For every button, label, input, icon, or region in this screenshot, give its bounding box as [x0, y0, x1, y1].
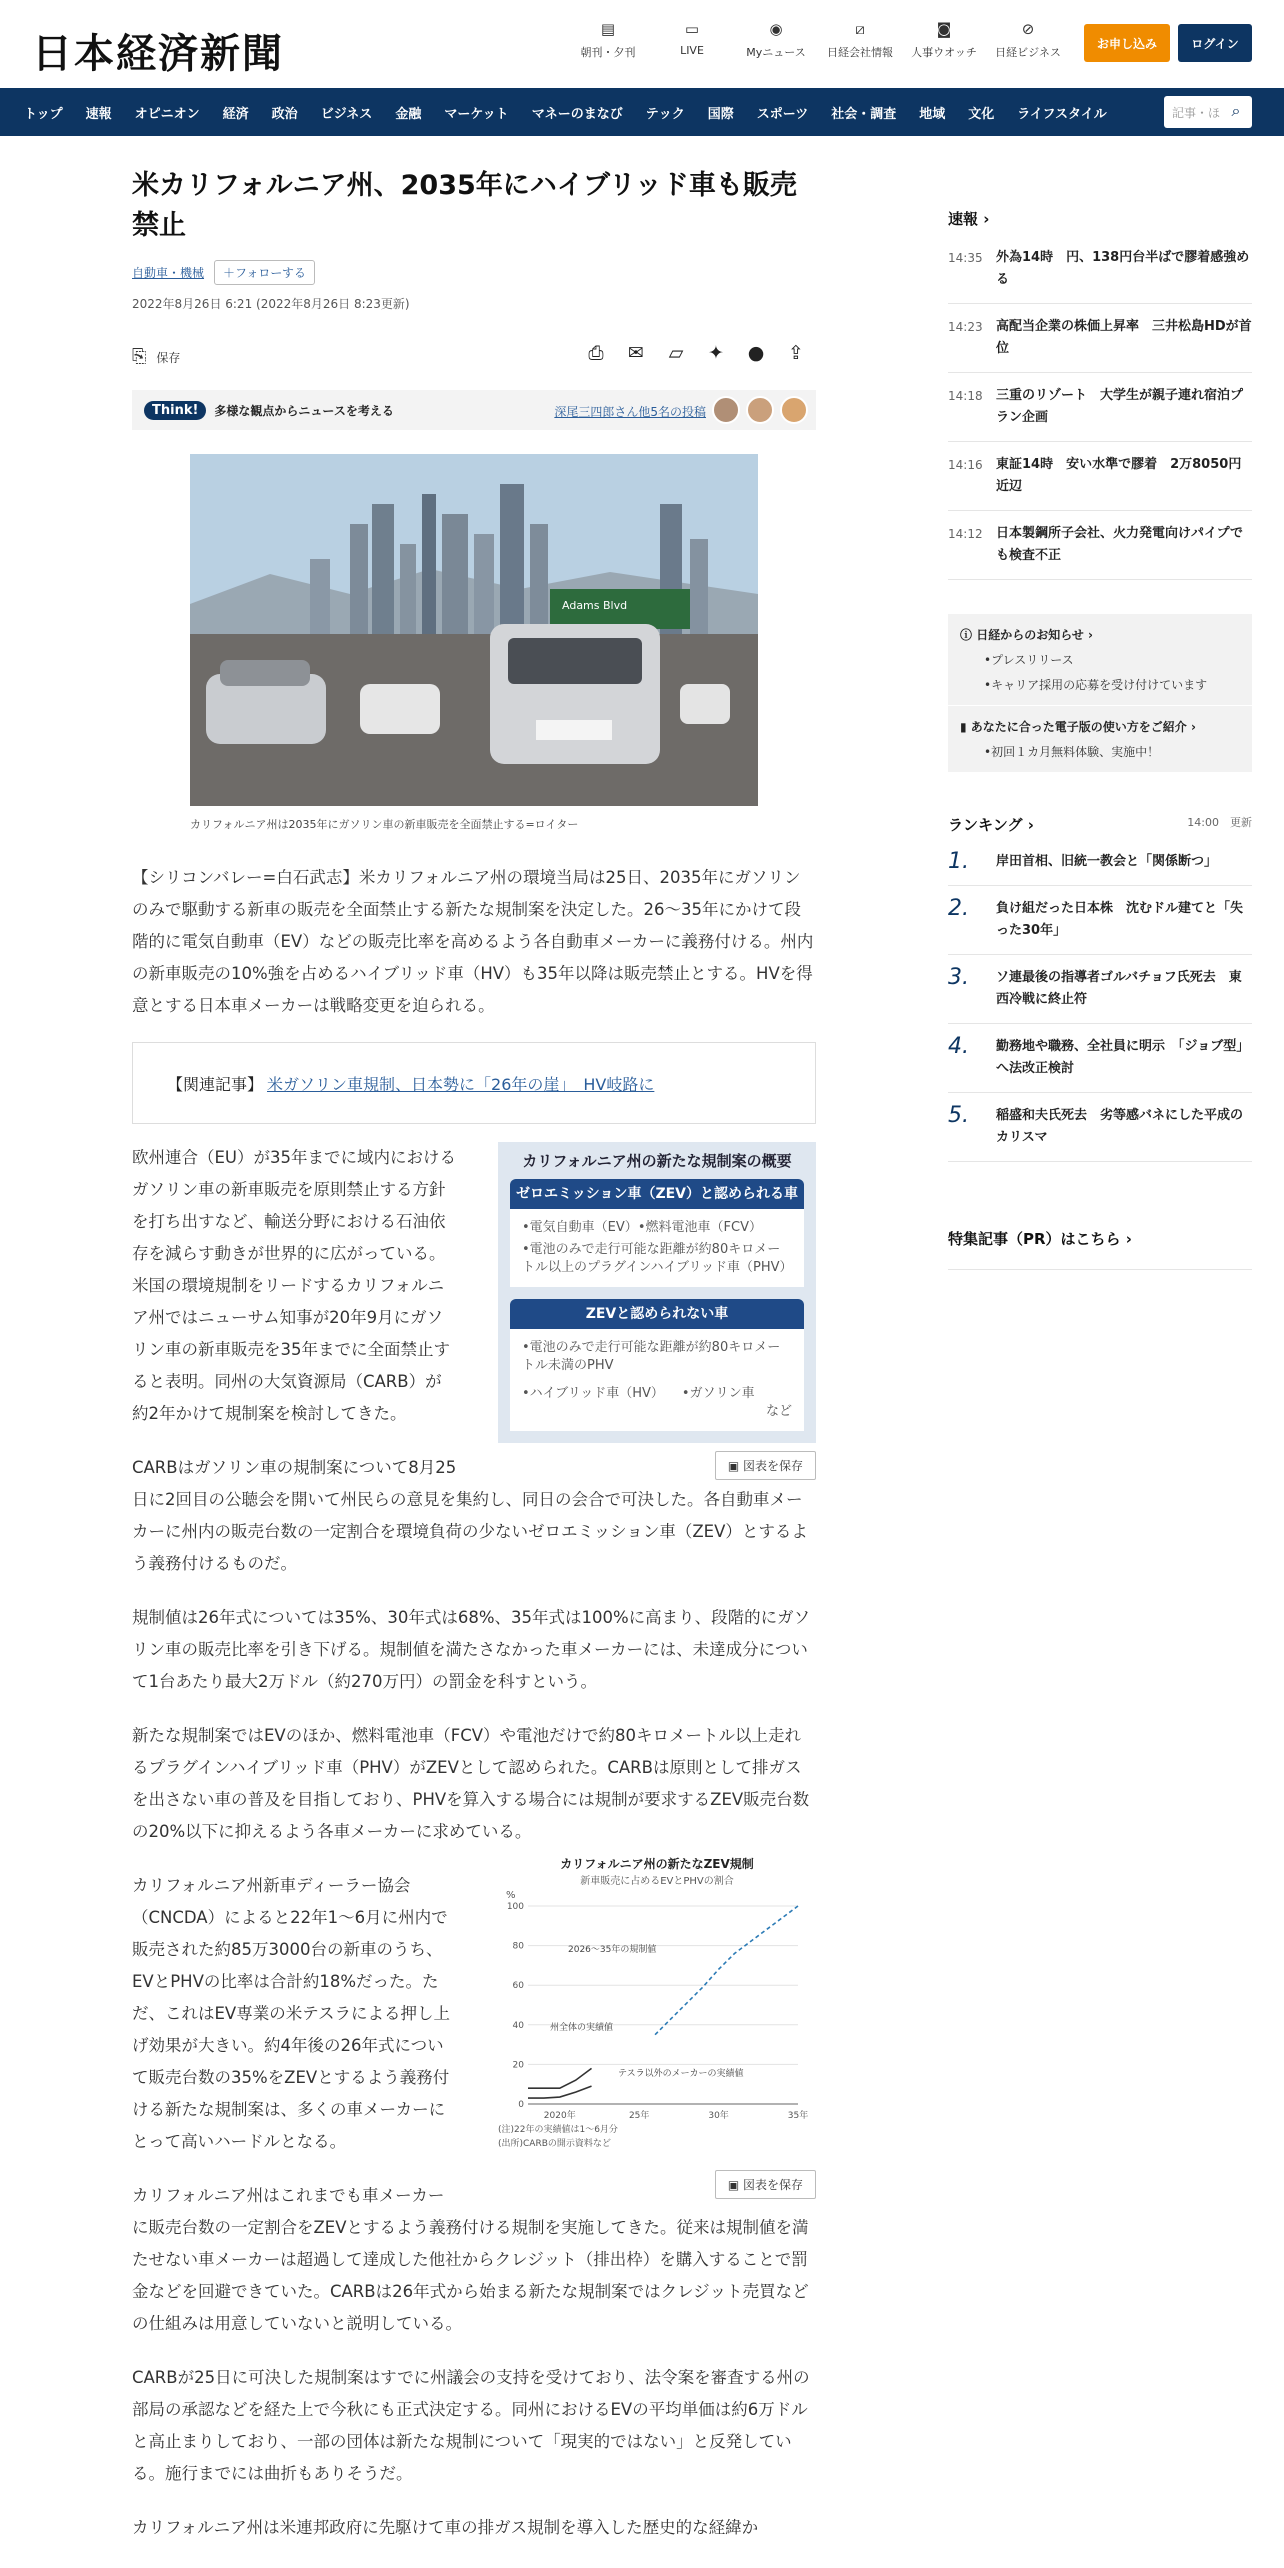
- follow-button[interactable]: ＋フォローする: [214, 260, 315, 285]
- article: [132, 166, 816, 2544]
- y-tick-label: 60: [512, 1981, 524, 1992]
- paragraph: 欧州連合（EU）が35年までに域内におけるガソリン車の新車販売を原則禁止する方針を打ち出すなど、輸送分野における石油依存を減らす動きが世界的に広がっている。米国の環境規制をリードするカリフォルニア州ではニューサム知事が20年9月にガソリン車の新車販売を35年までに全面禁止すると表明。同州の大気資源局（CARB）が約2年かけて規制案を検討してきた。: [132, 1148, 456, 1423]
- chart-note: (注)22年の実績値は1～6月分: [498, 2125, 618, 2135]
- nav-item[interactable]: テック: [645, 106, 685, 122]
- header-link-company[interactable]: ⧄ 日経会社情報: [827, 20, 893, 59]
- notice-item[interactable]: •プレスリリース: [984, 653, 1074, 667]
- share-icon[interactable]: ⇪: [788, 342, 804, 364]
- paragraph: CARBが25日に可決した規制案はすでに州議会の支持を受けており、法令案を審査する州の部局の承認などを経た上で今秋にも正式決定する。同州におけるEVの平均単価は約6万ドルと高止まりしており、一部の団体は新たな規制について「現実的ではない」と反発している。施行までには曲折もありそうだ。: [132, 2368, 810, 2483]
- top-header: [0, 0, 1284, 88]
- news-title[interactable]: 外為14時 円、138円台半ばで膠着感強める: [996, 250, 1250, 287]
- regulation-infobox: [498, 1142, 816, 1443]
- tag-row: [132, 260, 816, 285]
- save-figure-button[interactable]: ▣ 図表を保存: [715, 1451, 816, 1480]
- mail-icon[interactable]: ✉: [628, 342, 644, 364]
- pr-area: [948, 1280, 1252, 1400]
- series-label: 州全体の実績値: [550, 2023, 614, 2033]
- paragraph: CARBはガソリン車の規制案について8月25日に2回目の公聴会を開いて州民らの意見を集約し、同日の会合で可決した。各自動車メーカーに州内の販売台数の一定割合を環境負荷の少ないゼロエミッション車（ZEV）とするよう義務付けるものだ。: [132, 1458, 808, 1573]
- y-tick-label: 20: [512, 2060, 524, 2071]
- news-item[interactable]: [948, 304, 1252, 373]
- ranking-heading: ランキング › 14:00 更新: [948, 816, 1252, 834]
- avatar: [780, 396, 808, 424]
- nav-item[interactable]: 速報: [85, 106, 112, 122]
- share-tools: [576, 342, 816, 364]
- ranking-title[interactable]: 負け組だった日本株 沈むドル建てと「失った30年」: [996, 901, 1244, 938]
- breaking-news-heading[interactable]: 速報 ›: [948, 210, 990, 228]
- search-icon[interactable]: ⌕: [1226, 101, 1246, 121]
- chart-icon: ⧄: [855, 20, 865, 38]
- header-link-live[interactable]: ▭ LIVE: [680, 20, 704, 57]
- login-button[interactable]: ログイン: [1178, 24, 1252, 62]
- chart-source: (出所)CARBの開示資料など: [498, 2139, 611, 2149]
- paragraph: カリフォルニア州は米連邦政府に先駆けて車の排ガス規制を導入した歴史的な経緯か: [132, 2518, 759, 2537]
- rank-number: 1.: [948, 849, 969, 874]
- ranking-list: [948, 839, 1252, 1162]
- search-person-icon: ◙: [936, 20, 952, 38]
- zev-chart: [498, 1852, 816, 2162]
- news-time: 14:35: [948, 251, 983, 265]
- article-date: 2022年8月26日 6:21 (2022年8月26日 8:23更新): [132, 297, 410, 311]
- ranking-item[interactable]: [948, 955, 1252, 1024]
- news-title[interactable]: 東証14時 安い水準で膠着 2万8050円近辺: [996, 457, 1242, 494]
- zev-chart-box: [498, 1852, 816, 2199]
- chevron-right-icon: ›: [983, 210, 990, 228]
- news-title[interactable]: 三重のリゾート 大学生が親子連れ宿泊プラン企画: [996, 388, 1244, 425]
- facebook-icon[interactable]: ●: [747, 342, 765, 364]
- paragraph: 規制値は26年式については35%、30年式は68%、35年式は100%に高まり、段階的にガソリン車の販売比率を引き下げる。規制値を満たさなかった車メーカーには、未達成分について1台あたり最大2万ドル（約270万円）の罰金を科すという。: [132, 1608, 811, 1691]
- plus-icon: ＋: [223, 266, 236, 280]
- ranking-title[interactable]: 稲盛和夫氏死去 劣等感バネにした平成のカリスマ: [996, 1108, 1244, 1145]
- nav-item[interactable]: 文化: [968, 106, 995, 122]
- nav-item[interactable]: マネーのまなび: [531, 106, 623, 122]
- rank-number: 2.: [948, 896, 969, 921]
- photo-caption: カリフォルニア州は2035年にガソリン車の新車販売を全面禁止する=ロイター: [190, 818, 579, 831]
- y-axis-label: %: [506, 1890, 516, 1901]
- series-line: [528, 2068, 592, 2088]
- header-link-business[interactable]: ⊘ 日経ビジネス: [995, 20, 1061, 59]
- chart-title: カリフォルニア州の新たなZEV規制: [560, 1857, 754, 1871]
- save-image-icon: ▣: [727, 1459, 743, 1473]
- news-item[interactable]: [948, 511, 1252, 580]
- x-tick-label: 25年: [628, 2111, 650, 2121]
- nav-item[interactable]: 金融: [395, 106, 422, 122]
- save-button[interactable]: ⎘ 保存: [132, 346, 181, 367]
- news-item[interactable]: [948, 442, 1252, 511]
- nav-item[interactable]: 政治: [271, 106, 298, 122]
- ranking-item[interactable]: [948, 839, 1252, 886]
- ranking-title[interactable]: 勤務地や職務、全社員に明示 「ジョブ型」へ法改正検討: [996, 1039, 1250, 1076]
- main-nav: [0, 88, 1284, 136]
- nav-item[interactable]: 社会・調査: [831, 106, 897, 122]
- save-chart-button[interactable]: ▣ 図表を保存: [715, 2170, 816, 2199]
- print-icon[interactable]: ⎙: [588, 342, 604, 364]
- x-tick-label: 35年: [787, 2111, 809, 2121]
- nav-item[interactable]: トップ: [24, 106, 63, 122]
- header-links: [566, 20, 1070, 60]
- tool-row: [132, 342, 816, 372]
- header-link-jinji[interactable]: ◙ 人事ウオッチ: [911, 20, 977, 59]
- pr-heading[interactable]: 特集記事（PR）はこちら ›: [948, 1228, 1252, 1270]
- series-label: テスラ以外のメーカーの実績値: [618, 2069, 744, 2079]
- article-photo: [190, 454, 758, 806]
- think-badge: Think!: [144, 401, 206, 420]
- article-title: 米カリフォルニア州、2035年にハイブリッド車も販売禁止: [132, 170, 797, 241]
- header-link-mynews[interactable]: ◉ Myニュース: [746, 20, 806, 59]
- rank-number: 3.: [948, 965, 969, 990]
- notice-item[interactable]: •初回１カ月無料体験、実施中！: [984, 745, 1160, 759]
- news-time: 14:18: [948, 389, 983, 403]
- nav-items: [24, 88, 1130, 136]
- ranking-item[interactable]: [948, 1093, 1252, 1162]
- commenter-avatars[interactable]: [706, 396, 808, 424]
- y-tick-label: 80: [512, 1941, 524, 1952]
- header-link-paper[interactable]: ▤ 朝刊・夕刊: [580, 20, 636, 59]
- related-article-link[interactable]: 米ガソリン車規制、日本勢に「26年の崖」 HV岐路に: [267, 1074, 655, 1094]
- rank-number: 5.: [948, 1103, 969, 1128]
- search-input[interactable]: 記事・ほ ⌕: [1164, 96, 1252, 128]
- news-time: 14:16: [948, 458, 983, 472]
- lead-paragraph: 【シリコンバレー=白石武志】米カリフォルニア州の環境当局は25日、2035年にガソリンのみで駆動する新車の販売を全面禁止する新たな規制案を決定した。26～35年にかけて段階的に電気自動車（EV）などの販売比率を高めるよう各自動車メーカーに義務付ける。州内の新車販売の10%強を占めるハイブリッド車（HV）も35年以降は販売禁止とする。HVを得意とする日本車メーカーは戦略変更を迫られる。: [132, 868, 814, 1015]
- ranking-item[interactable]: [948, 1024, 1252, 1093]
- news-time: 14:23: [948, 320, 983, 334]
- apply-button[interactable]: お申し込み: [1084, 24, 1170, 62]
- nav-item[interactable]: オピニオン: [134, 106, 200, 122]
- nav-item[interactable]: スポーツ: [756, 106, 809, 122]
- chart-subtitle: 新車販売に占めるEVとPHVの割合: [580, 1876, 734, 1887]
- video-icon: ▭: [684, 20, 700, 38]
- road-sign-text: Adams Blvd: [562, 599, 628, 612]
- compass-icon: ⊘: [1021, 20, 1035, 38]
- news-title[interactable]: 高配当企業の株価上昇率 三井松島HDが首位: [996, 319, 1252, 356]
- news-time: 14:12: [948, 527, 983, 541]
- newspaper-icon: ▤: [600, 20, 616, 38]
- news-title[interactable]: 日本製鋼所子会社、火力発電向けパイプでも検査不正: [996, 526, 1244, 563]
- nav-item[interactable]: 経済: [222, 106, 249, 122]
- nav-item[interactable]: 国際: [707, 106, 734, 122]
- nav-item[interactable]: ビジネス: [320, 106, 373, 122]
- series-line: [655, 1906, 798, 2035]
- rank-number: 4.: [948, 1034, 969, 1059]
- y-tick-label: 0: [518, 2100, 524, 2110]
- x-tick-label: 2020年: [543, 2111, 576, 2121]
- info-icon: ⓘ: [960, 628, 977, 642]
- ranking-updated-time: 14:00 更新: [1187, 816, 1252, 829]
- nav-item[interactable]: マーケット: [444, 106, 509, 122]
- site-logo[interactable]: 日本経済新聞: [32, 30, 284, 77]
- sidebar: [948, 208, 1252, 1400]
- article-body: [132, 1142, 816, 2544]
- city-traffic-image: [190, 454, 758, 806]
- think-link[interactable]: 深尾三四郎さん他5名の投稿: [554, 405, 706, 419]
- save-image-icon: ▣: [727, 2178, 743, 2192]
- zev-list: •電気自動車（EV） •燃料電池車（FCV） •電池のみで走行可能な距離が約80キロメートル以上のプラグインハイブリッド車（PHV）: [510, 1209, 804, 1287]
- ranking-title[interactable]: 岸田首相、旧統一教会と「関係断つ」: [996, 854, 1218, 869]
- digital-heading[interactable]: ▮ あなたに合った電子版の使い方をご紹介 ›: [960, 720, 1196, 734]
- nav-item[interactable]: ライフスタイル: [1017, 106, 1107, 122]
- nav-item[interactable]: 地域: [919, 106, 946, 122]
- infobox-title: カリフォルニア州の新たな規制案の概要: [522, 1152, 792, 1170]
- notice-heading[interactable]: ⓘ 日経からのお知らせ ›: [960, 628, 1093, 642]
- topic-tag[interactable]: 自動車・機械: [132, 266, 205, 280]
- avatar: [712, 396, 740, 424]
- think-text: 多様な観点からニュースを考える: [214, 403, 394, 418]
- nonzev-list: •電池のみで走行可能な距離が約80キロメートル未満のPHV •ハイブリッド車（HV） •ガソリン車 など: [510, 1329, 804, 1431]
- paragraph: カリフォルニア州はこれまでも車メーカーに販売台数の一定割合をZEVとするよう義務付ける規制を実施してきた。従来は規制値を満たせない車メーカーは超過して達成した他社からクレジット（排出枠）を購入することで罰金などを回避できていた。CARBは26年式から始まる新たな規制案ではクレジット売買などの仕組みは用意していないと説明している。: [132, 2186, 809, 2333]
- series-label: 2026～35年の規制値: [568, 1945, 657, 1955]
- ranking-item[interactable]: [948, 886, 1252, 955]
- infobox-wrapper: [498, 1142, 816, 1480]
- news-item[interactable]: [948, 235, 1252, 304]
- note-icon[interactable]: ▱: [668, 342, 684, 364]
- notice-box: [948, 614, 1252, 772]
- zev-header: ゼロエミッション車（ZEV）と認められる車: [510, 1179, 804, 1209]
- book-icon: ▮: [960, 720, 971, 734]
- avatar: [746, 396, 774, 424]
- paragraph: カリフォルニア州新車ディーラー協会（CNCDA）によると22年1～6月に州内で販売された約85万3000台の新車のうち、EVとPHVの比率は合計約18%だった。ただ、これはEV専業の米テスラによる押し上げ効果が大きい。約4年後の26年式について販売台数の35%をZEVとするよう義務付ける新たな規制案は、多くの車メーカーにとって高いハードルとなる。: [132, 1876, 451, 2151]
- paperclip-icon: ⎘: [132, 346, 147, 367]
- related-article-box: 【関連記事】 米ガソリン車規制、日本勢に「26年の崖」 HV岐路に: [132, 1042, 816, 1124]
- ranking-title[interactable]: ソ連最後の指導者ゴルバチョフ氏死去 東西冷戦に終止符: [996, 970, 1242, 1007]
- y-tick-label: 100: [506, 1902, 524, 1912]
- twitter-icon[interactable]: ✦: [708, 342, 724, 364]
- x-tick-label: 30年: [708, 2111, 729, 2121]
- divider: [948, 705, 1252, 706]
- notice-item[interactable]: •キャリア採用の応募を受け付けています: [984, 678, 1208, 692]
- y-tick-label: 40: [512, 2020, 524, 2031]
- think-bar: [132, 390, 816, 430]
- breaking-news-list: [948, 235, 1252, 580]
- news-item[interactable]: [948, 373, 1252, 442]
- user-icon: ◉: [769, 20, 783, 38]
- nonzev-header: ZEVと認められない車: [510, 1299, 804, 1329]
- paragraph: 新たな規制案ではEVのほか、燃料電池車（FCV）や電池だけで約80キロメートル以上走れるプラグインハイブリッド車（PHV）がZEVとして認められた。CARBは原則として排ガスを出さない車の普及を目指しており、PHVを算入する場合には規制が要求するZEV販売台数の20%以下に抑えるよう各車メーカーに求めている。: [132, 1726, 810, 1841]
